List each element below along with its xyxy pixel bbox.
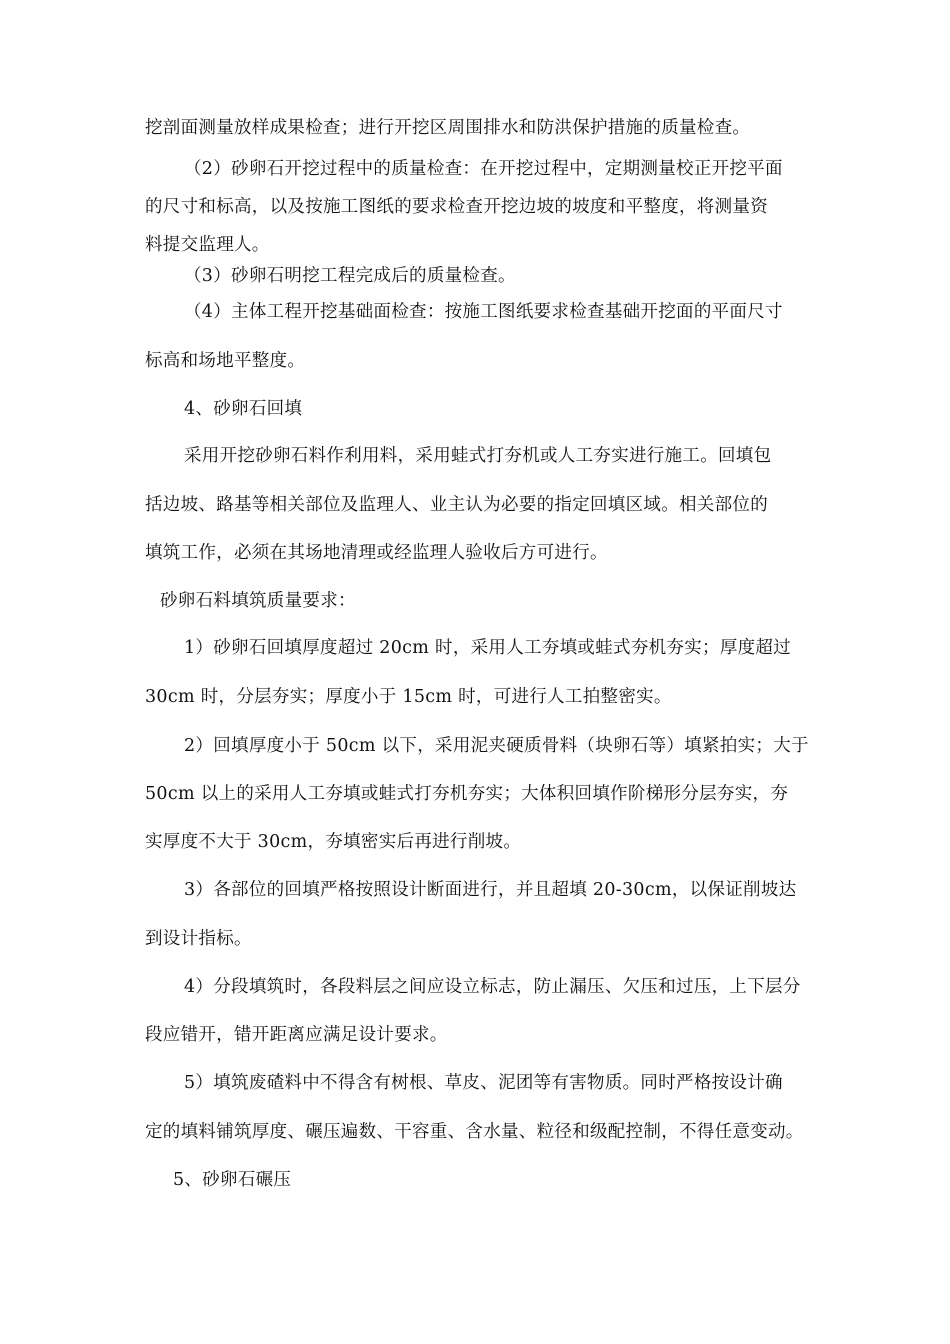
text-line: （2）砂卵石开挖过程中的质量检查：在开挖过程中，定期测量校正开挖平面 xyxy=(184,159,783,179)
text-line: 标高和场地平整度。 xyxy=(145,351,306,371)
text-line: 3）各部位的回填严格按照设计断面进行，并且超填 20-30cm，以保证削坡达 xyxy=(184,880,797,900)
text-line: 的尺寸和标高，以及按施工图纸的要求检查开挖边坡的坡度和平整度，将测量资 xyxy=(145,197,768,217)
text-line: （3）砂卵石明挖工程完成后的质量检查。 xyxy=(184,266,516,286)
text-line: 5）填筑废碴料中不得含有树根、草皮、泥团等有害物质。同时严格按设计确 xyxy=(184,1073,783,1093)
text-line: 括边坡、路基等相关部位及监理人、业主认为必要的指定回填区域。相关部位的 xyxy=(145,495,768,515)
text-line: 50cm 以上的采用人工夯填或蛙式打夯机夯实；大体积回填作阶梯形分层夯实，夯 xyxy=(145,784,789,804)
text-line: 2）回填厚度小于 50cm 以下，采用泥夹硬质骨料（块卵石等）填紧拍实；大于 xyxy=(184,736,809,756)
text-line: 1）砂卵石回填厚度超过 20cm 时，采用人工夯填或蛙式夯机夯实；厚度超过 xyxy=(184,638,792,658)
text-line: 定的填料铺筑厚度、碾压遍数、干容重、含水量、粒径和级配控制，不得任意变动。 xyxy=(145,1122,804,1142)
text-line: 挖剖面测量放样成果检查；进行开挖区周围排水和防洪保护措施的质量检查。 xyxy=(145,118,751,138)
text-line: 填筑工作，必须在其场地清理或经监理人验收后方可进行。 xyxy=(145,543,608,563)
text-line: （4）主体工程开挖基础面检查：按施工图纸要求检查基础开挖面的平面尺寸 xyxy=(184,302,783,322)
text-line: 采用开挖砂卵石料作利用料，采用蛙式打夯机或人工夯实进行施工。回填包 xyxy=(184,446,772,466)
text-line: 30cm 时，分层夯实；厚度小于 15cm 时，可进行人工拍整密实。 xyxy=(145,687,672,707)
text-line: 段应错开，错开距离应满足设计要求。 xyxy=(145,1025,448,1045)
text-line: 到设计指标。 xyxy=(145,929,252,949)
text-line: 实厚度不大于 30cm，夯填密实后再进行削坡。 xyxy=(145,832,522,852)
section-heading: 5、砂卵石碾压 xyxy=(173,1170,292,1190)
text-line: 4）分段填筑时，各段料层之间应设立标志，防止漏压、欠压和过压，上下层分 xyxy=(184,977,801,997)
text-line: 料提交监理人。 xyxy=(145,235,270,255)
section-heading: 4、砂卵石回填 xyxy=(184,399,303,419)
subheading: 砂卵石料填筑质量要求： xyxy=(160,591,356,611)
